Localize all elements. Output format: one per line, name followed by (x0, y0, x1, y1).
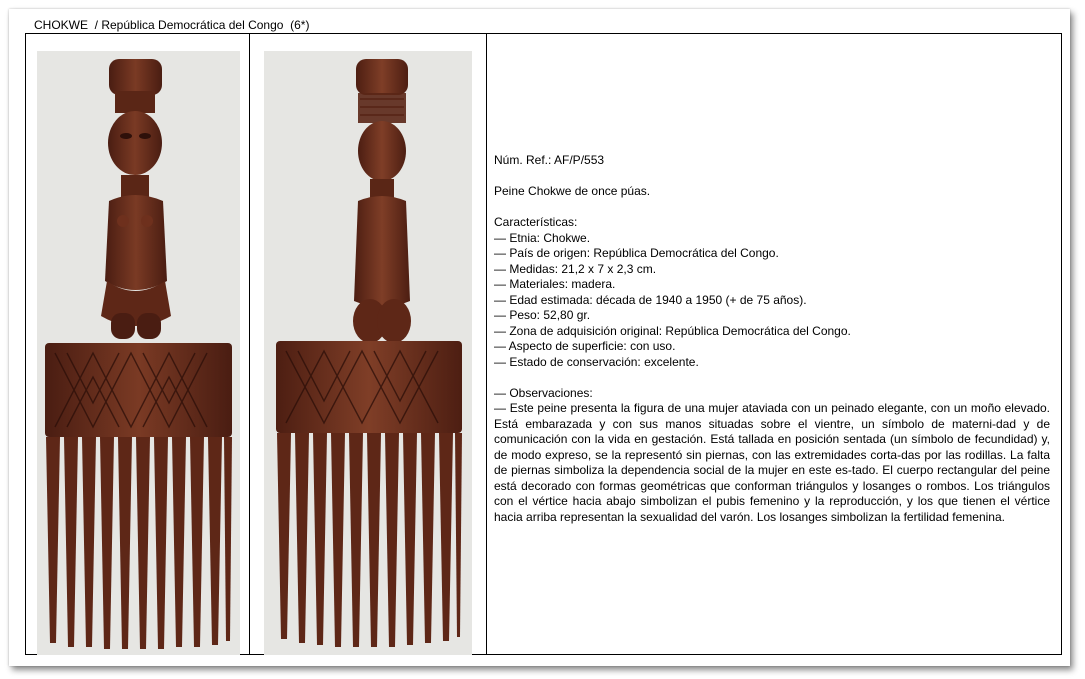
feature-item: — Zona de adquisición original: República Democrática del Congo. (494, 323, 851, 338)
observations-text: — Este peine presenta la figura de una mujer ataviada con un peinado elegante, con un moño elevado. Está embarazada y con sus manos situadas sobre el vientre, un símbolo de materni-dad y de comunicación con la vida en gestación. Está tallada en posición sentada (un símbolo de fecundidad) y, de modo expreso, se la representó sin piernas, con las extremidades corta-das por las rodillas. La falta de piernas simboliza la dependencia social de la mujer en este es-tado. El cuerpo rectangular del peine está decorado con formas geométricas que conforman triángulos y losanges o rombos. Los triángulos con el vértice hacia abajo simbolizan el pubis femenino y la reproducción, y los que tienen el vértice hacia arriba representan la sexualidad del varón. Los losanges simbolizan la fertilidad femenina. (494, 401, 1050, 524)
comb-figure-back-icon (264, 51, 472, 655)
feature-item: — Medidas: 21,2 x 7 x 2,3 cm. (494, 261, 657, 276)
page-header: CHOKWE / República Democrática del Congo (6*) (34, 18, 310, 32)
comb-figure-front-icon (37, 51, 240, 655)
column-divider (486, 33, 487, 655)
observations-title: — Observaciones: (494, 385, 593, 400)
features-title: Características: (494, 215, 578, 229)
reference-number: Núm. Ref.: AF/P/553 (494, 153, 605, 167)
feature-item: — Estado de conservación: excelente. (494, 354, 699, 369)
description-column (494, 153, 1050, 525)
feature-item: — Etnia: Chokwe. (494, 230, 591, 245)
comb-front-photo (37, 51, 240, 655)
feature-item: — Materiales: madera. (494, 277, 616, 291)
feature-item: — Peso: 52,80 gr. (494, 308, 591, 322)
comb-back-photo (264, 51, 472, 655)
feature-item: — Aspecto de superficie: con uso. (494, 339, 676, 353)
item-description: Peine Chokwe de once púas. (494, 184, 651, 198)
feature-item: — Edad estimada: década de 1940 a 1950 (+ de 75 años). (494, 292, 807, 307)
feature-item: — País de origen: República Democrática del Congo. (494, 246, 779, 260)
column-divider (249, 33, 250, 655)
